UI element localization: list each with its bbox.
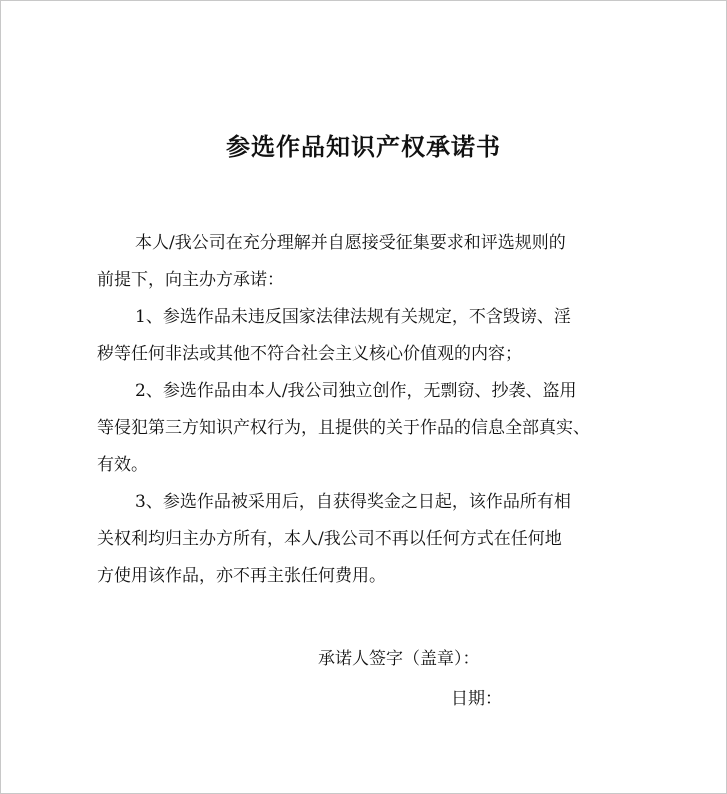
body-line: 2、参选作品由本人/我公司独立创作，无剽窃、抄袭、盗用 [135,381,577,401]
document-body [97,225,645,595]
document-title: 参选作品知识产权承诺书 [226,132,501,161]
body-line: 等侵犯第三方知识产权行为，且提供的关于作品的信息全部真实、 [97,418,590,438]
body-line: 秽等任何非法或其他不符合社会主义核心价值观的内容； [97,344,522,364]
body-line: 有效。 [97,455,148,475]
body-line: 前提下，向主办方承诺： [97,270,284,290]
body-line: 本人/我公司在充分理解并自愿接受征集要求和评选规则的 [135,233,566,253]
body-line: 3、参选作品被采用后，自获得奖金之日起，该作品所有相 [135,492,571,512]
signature-label: 承诺人签字（盖章）： [318,649,480,669]
date-label: 日期： [451,689,502,709]
body-line: 1、参选作品未违反国家法律法规有关规定，不含毁谤、淫 [135,307,571,327]
body-line: 方使用该作品，亦不再主张任何费用。 [97,566,386,586]
body-line: 关权利均归主办方所有，本人/我公司不再以任何方式在任何地 [97,529,562,549]
